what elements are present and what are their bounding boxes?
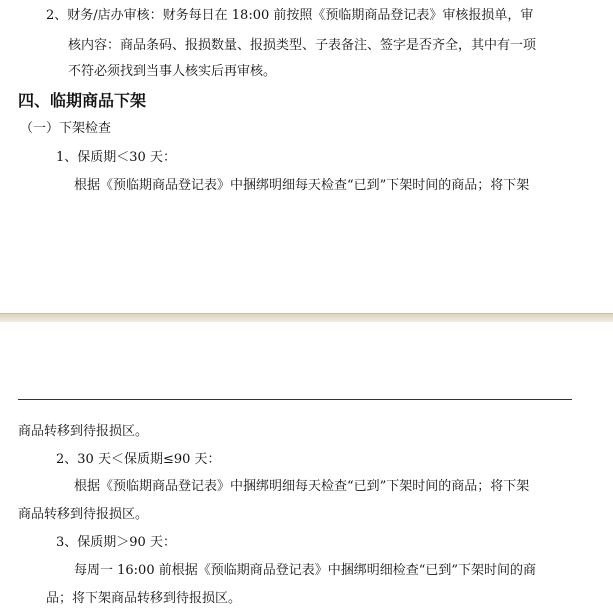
- rule2-title: 2、30 天＜保质期≤90 天：: [56, 452, 221, 467]
- section-heading: 四、临期商品下架: [18, 91, 147, 110]
- rule2-text-line1: 根据《预临期商品登记表》中捆绑明细每天检查“已到”下架时间的商品；将下架: [74, 479, 530, 494]
- rule3-title: 3、保质期＞90 天：: [56, 535, 176, 550]
- item2-line2: 核内容：商品条码、报损数量、报损类型、子表备注、签字是否齐全，其中有一项: [68, 38, 537, 53]
- rule1-title: 1、保质期＜30 天：: [56, 150, 176, 165]
- rule1-text-line1: 根据《预临期商品登记表》中捆绑明细每天检查“已到”下架时间的商品；将下架: [74, 178, 530, 193]
- subsection-heading: （一）下架检查: [20, 121, 112, 136]
- rule3-text-line1: 每周一 16:00 前根据《预临期商品登记表》中捆绑明细检查“已到”下架时间的商: [74, 563, 537, 578]
- rule1-text-line2: 商品转移到待报损区。: [18, 424, 149, 439]
- item2-line3: 不符必须找到当事人核实后再审核。: [68, 64, 277, 79]
- rule2-text-line2: 商品转移到待报损区。: [18, 507, 149, 522]
- page-break: [0, 313, 613, 322]
- item2-line1: 2、财务/店办审核：财务每日在 18:00 前按照《预临期商品登记表》审核报损单，审: [46, 8, 534, 23]
- page-header-rule: [18, 399, 572, 400]
- rule3-text-line2: 品；将下架商品转移到待报损区。: [46, 591, 242, 606]
